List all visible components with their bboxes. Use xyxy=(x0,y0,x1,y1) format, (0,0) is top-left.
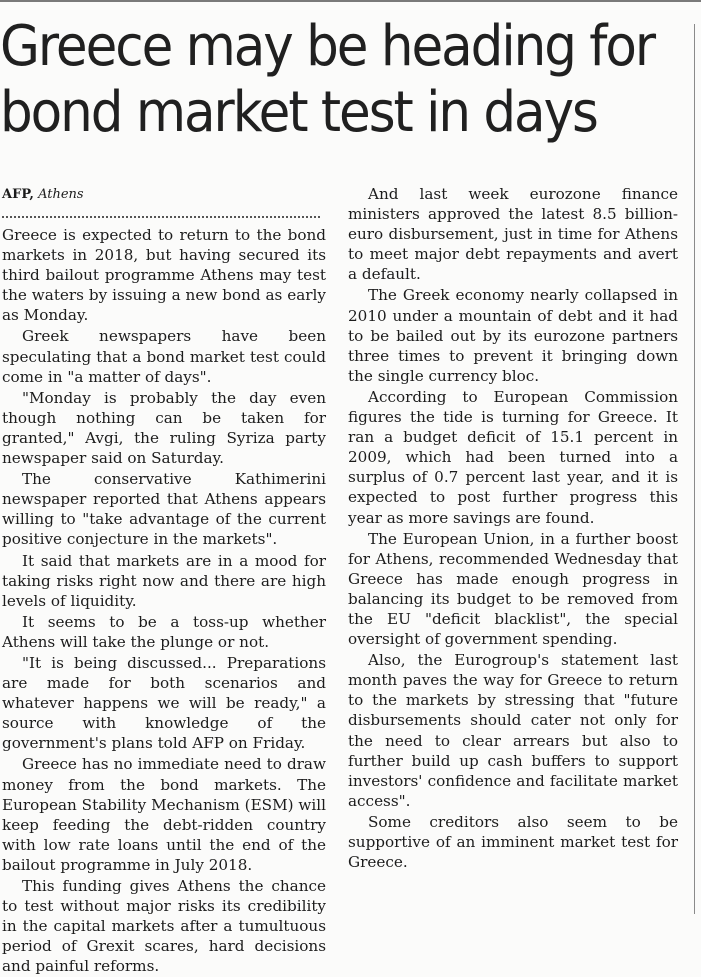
paragraph: Greek newspapers have been speculating that a bond market test could come in "a matter of days". xyxy=(2,327,326,386)
paragraph: Greece is expected to return to the bond markets in 2018, but having secured its third bailout programme Athens may test the waters by issuing a new bond as early as Monday. xyxy=(2,226,326,325)
byline-city: Athens xyxy=(38,187,84,202)
paragraph: It seems to be a toss-up whether Athens will take the plunge or not. xyxy=(2,612,326,651)
headline-line: bond market test in days xyxy=(0,80,597,145)
paragraph: The European Union, in a further boost for Athens, recommended Wednesday that Greece has made enough progress in balancing its budget to be removed from the EU "deficit blacklist", the special oversight of government spending. xyxy=(348,529,678,649)
paragraph: According to European Commission figures the tide is turning for Greece. It ran a budget deficit of 15.1 percent in 2009, which had been turned into a surplus of 0.7 percent last year, and it is expected to post further progress this year as more savings are found. xyxy=(348,387,678,527)
top-rule xyxy=(0,0,701,2)
article-column-right xyxy=(348,184,678,873)
byline xyxy=(2,186,326,204)
headline xyxy=(0,14,655,146)
paragraph: "It is being discussed... Preparations are made for both scenarios and whatever happens we will be ready," a source with knowledge of the government's plans told AFP on Friday. xyxy=(2,653,326,753)
byline-divider xyxy=(2,216,320,218)
column-rule xyxy=(694,24,695,914)
paragraph: The Greek economy nearly collapsed in 2010 under a mountain of debt and it had to be bailed out by its eurozone partners three times to prevent it bringing down the single currency bloc. xyxy=(348,286,678,385)
paragraph: The conservative Kathimerini newspaper reported that Athens appears willing to "take advantage of the current positive conjecture in the markets". xyxy=(2,470,326,549)
article-column-left xyxy=(2,186,326,977)
paragraph: "Monday is probably the day even though nothing can be taken for granted," Avgi, the ruling Syriza party newspaper said on Saturday. xyxy=(2,388,326,468)
paragraph: And last week eurozone finance ministers approved the latest 8.5 billion-euro disbursement, just in time for Athens to meet major debt repayments and avert a default. xyxy=(348,185,678,284)
paragraph: This funding gives Athens the chance to test without major risks its credibility in the capital markets after a tumultuous period of Grexit scares, hard decisions and painful reforms. xyxy=(2,877,326,976)
byline-agency: AFP, xyxy=(2,187,34,202)
paragraph: Some creditors also seem to be supportive of an imminent market test for Greece. xyxy=(348,812,678,872)
paragraph: Also, the Eurogroup's statement last month paves the way for Greece to return to the markets by stressing that "future disbursements should cater not only for the need to clear arrears but also to further build up cash buffers to support investors' confidence and facilitate market access". xyxy=(348,651,678,810)
paragraph: It said that markets are in a mood for taking risks right now and there are high levels of liquidity. xyxy=(2,551,326,610)
paragraph: Greece has no immediate need to draw money from the bond markets. The European Stability Mechanism (ESM) will keep feeding the debt-ridden country with low rate loans until the end of the bailout programme in July 2018. xyxy=(2,755,326,874)
headline-line: Greece may be heading for xyxy=(0,14,655,79)
